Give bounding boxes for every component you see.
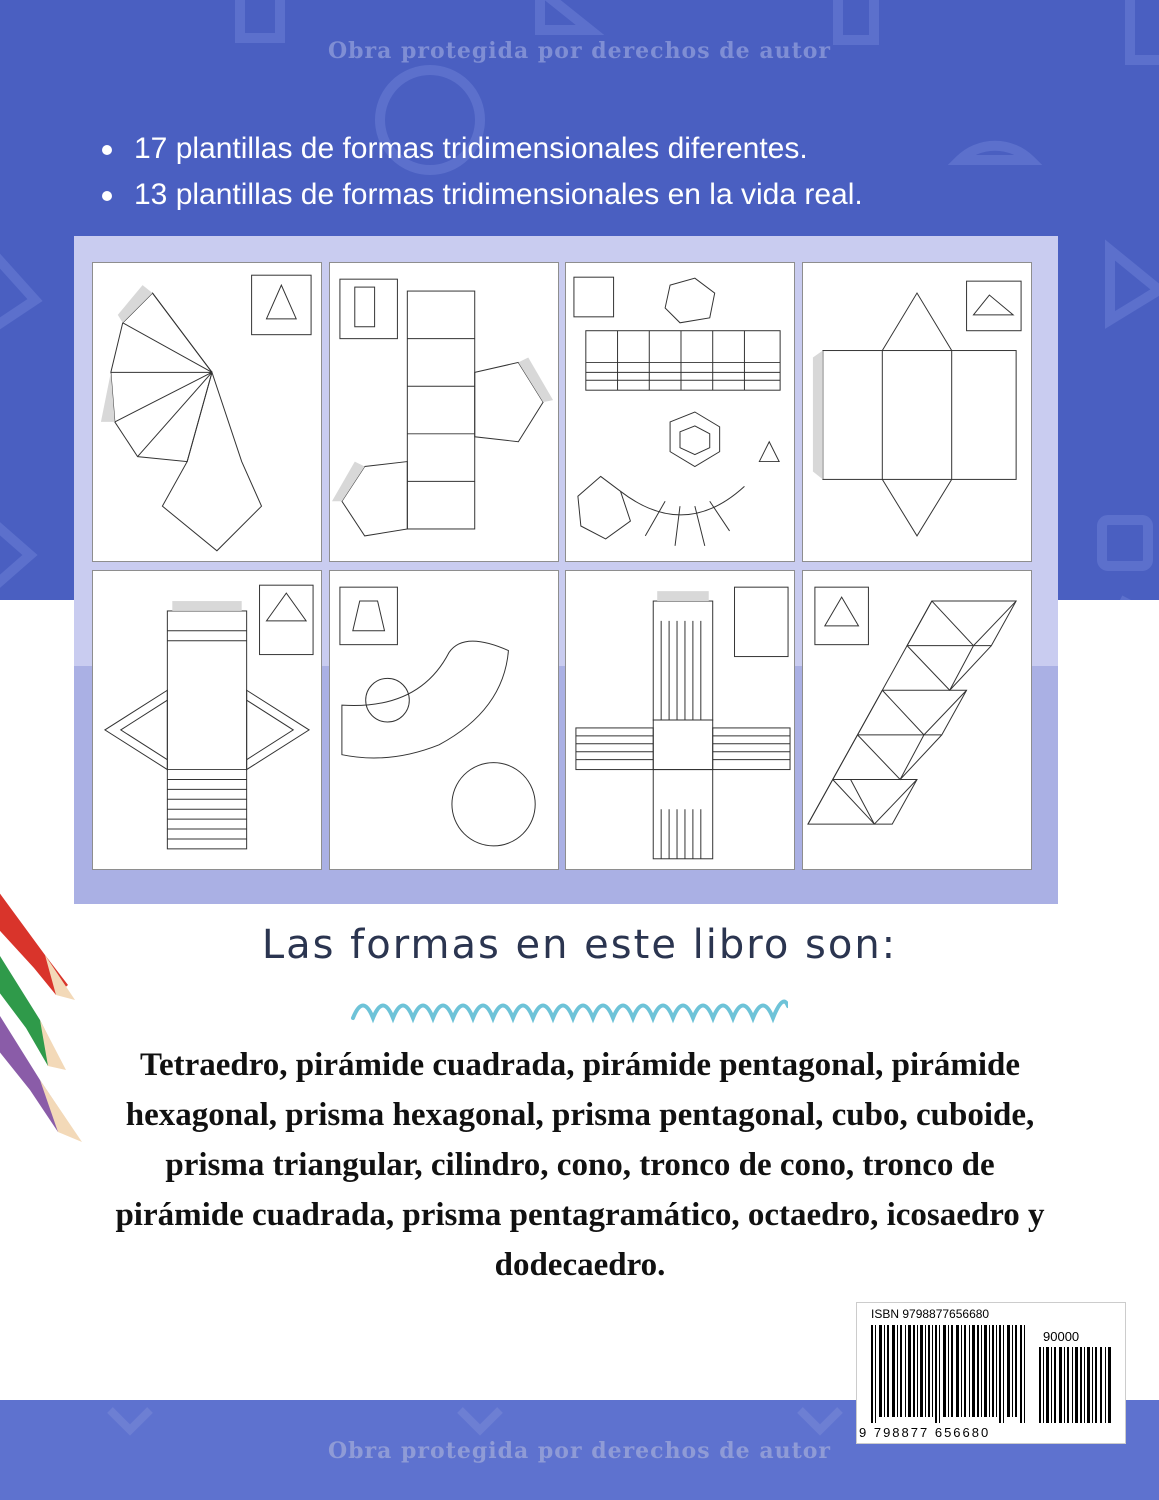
truncated-cone-net-icon — [330, 571, 558, 869]
feature-text: 13 plantillas de formas tridimensionales en la vida real. — [134, 178, 863, 211]
pencil-net-icon — [566, 263, 794, 561]
template-thumbnail-octahedron — [802, 570, 1032, 870]
zigzag-divider-icon — [348, 988, 788, 1028]
barcode-bars-icon — [857, 1303, 1127, 1445]
feature-item — [96, 172, 863, 218]
pentagonal-prism-net-icon — [330, 263, 558, 561]
shapes-description: Tetraedro, pirámide cuadrada, pirámide pentagonal, pirámide hexagonal, prisma hexagonal, prisma pentagonal, cubo, cuboide, prisma triangular, cilindro, cono, tronco de cono, tronco de pirámide cuadrada, prisma pentagramático, octaedro, icosaedro y dodecaedro. — [115, 1047, 1045, 1283]
isbn-number: ISBN 9798877656680 — [871, 1307, 990, 1321]
pentagonal-pyramid-net-icon — [93, 263, 321, 561]
feature-item — [96, 126, 863, 172]
template-thumbnail-triangular-prism — [802, 262, 1032, 562]
watermark-top: Obra protegida por derechos de autor — [328, 38, 831, 64]
colored-pencils-icon — [0, 860, 100, 1160]
template-thumbnail-pentagonal-pyramid — [92, 262, 322, 562]
template-preview-grid — [74, 236, 1058, 904]
triangular-prism-net-icon — [803, 263, 1031, 561]
template-thumbnail-pentagonal-prism — [329, 262, 559, 562]
watermark-bottom: Obra protegida por derechos de autor — [328, 1438, 831, 1464]
bullet-dot-icon — [102, 191, 112, 201]
section-heading: Las formas en este libro son: — [261, 922, 898, 968]
feature-text: 17 plantillas de formas tridimensionales diferentes. — [134, 132, 808, 165]
price-code: 90000 — [1043, 1329, 1080, 1344]
octahedron-net-icon — [803, 571, 1031, 869]
feature-list — [96, 126, 863, 218]
isbn-barcode — [856, 1302, 1126, 1444]
popcorn-box-net-icon — [566, 571, 794, 869]
tent-net-icon — [93, 571, 321, 869]
template-thumbnail-tent — [92, 570, 322, 870]
ean-digits: 9 798877 656680 — [859, 1425, 991, 1440]
bullet-dot-icon — [102, 145, 112, 155]
template-thumbnail-pencil — [565, 262, 795, 562]
template-thumbnail-truncated-cone — [329, 570, 559, 870]
template-thumbnail-popcorn-box — [565, 570, 795, 870]
